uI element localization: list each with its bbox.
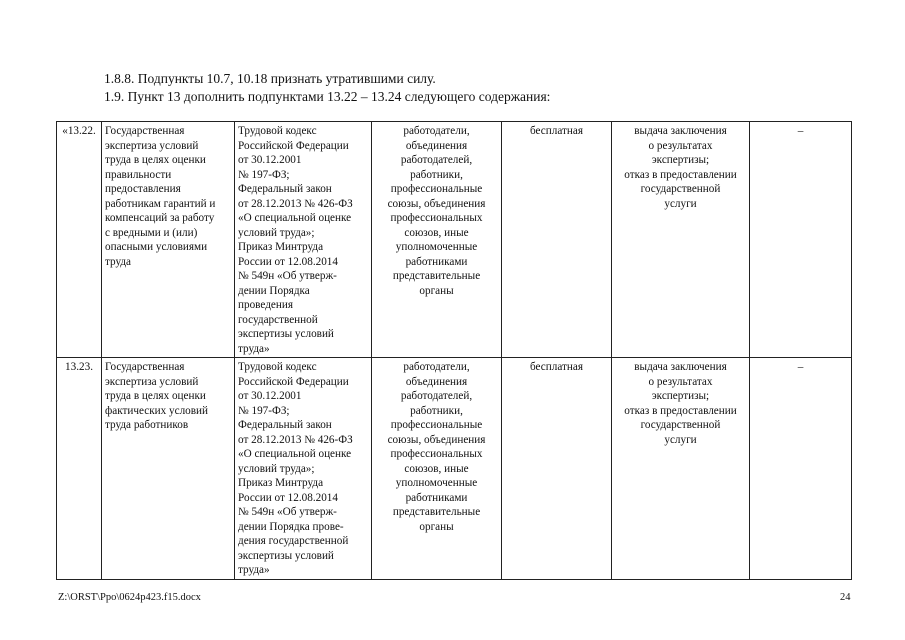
table-row bbox=[57, 358, 852, 580]
applicants-cell: работодатели, объединения работодателей, работники, профессиональные союзы, объединения профессиональных союзов, иные уполномоченные работниками представительные органы bbox=[372, 122, 502, 358]
last-column-cell: – bbox=[750, 358, 852, 580]
result-cell: выдача заключения о результатах экспертизы; отказ в предоставлении государственной услуги bbox=[612, 122, 750, 358]
intro-line-1: 1.8.8. Подпункты 10.7, 10.18 признать утратившими силу. bbox=[104, 71, 436, 86]
legal-basis-cell: Трудовой кодекс Российской Федерации от 30.12.2001 № 197-ФЗ; Федеральный закон от 28.12.2013 № 426-ФЗ «О специальной оценке условий труда»; Приказ Минтруда России от 12.08.2014 № 549н «Об утверж- дении Порядка проведения государственной экспертизы условий труда» bbox=[235, 122, 372, 358]
last-column-cell: – bbox=[750, 122, 852, 358]
service-name-cell: Государственная экспертиза условий труда в целях оценки фактических условий труда работников bbox=[102, 358, 235, 580]
amendment-table bbox=[56, 121, 852, 580]
fee-cell: бесплатная bbox=[502, 358, 612, 580]
intro-text bbox=[104, 70, 550, 106]
service-name-cell: Государственная экспертиза условий труда в целях оценки правильности предоставления работникам гарантий и компенсаций за работу с вредными и (или) опасными условиями труда bbox=[102, 122, 235, 358]
legal-basis-cell: Трудовой кодекс Российской Федерации от 30.12.2001 № 197-ФЗ; Федеральный закон от 28.12.2013 № 426-ФЗ «О специальной оценке условий труда»; Приказ Минтруда России от 12.08.2014 № 549н «Об утверж- дении Порядка прове- дения государственной экспертизы условий труда» bbox=[235, 358, 372, 580]
footer-file-path: Z:\ORST\Ppo\0624p423.f15.docx bbox=[58, 592, 201, 603]
row-number: 13.23. bbox=[57, 358, 102, 580]
applicants-cell: работодатели, объединения работодателей, работники, профессиональные союзы, объединения профессиональных союзов, иные уполномоченные работниками представительные органы bbox=[372, 358, 502, 580]
fee-cell: бесплатная bbox=[502, 122, 612, 358]
page-number: 24 bbox=[840, 592, 851, 603]
result-cell: выдача заключения о результатах экспертизы; отказ в предоставлении государственной услуги bbox=[612, 358, 750, 580]
table-row bbox=[57, 122, 852, 358]
row-number: «13.22. bbox=[57, 122, 102, 358]
intro-line-2: 1.9. Пункт 13 дополнить подпунктами 13.22 – 13.24 следующего содержания: bbox=[104, 89, 551, 104]
